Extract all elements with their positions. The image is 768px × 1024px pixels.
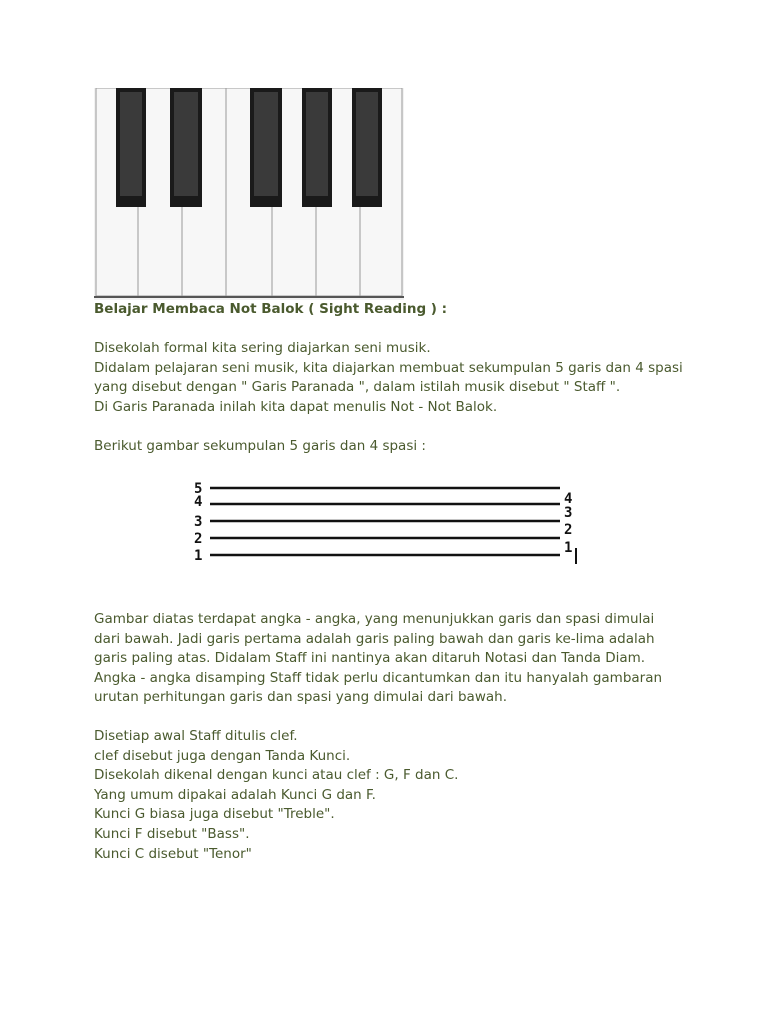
explanation-paragraph: Gambar diatas terdapat angka - angka, yang menunjukkan garis dan spasi dimulai dari bawah. Jadi garis pertama adalah garis paling bawah dan garis ke-lima adalah garis paling atas. Didalam Staff ini nantinya akan ditaruh Notasi dan Tanda Diam. Angka - angka disamping Staff tidak perlu dicantumkan dan itu hanyalah gambaran urutan perhitungan garis dan spasi yang dimulai dari bawah.: [94, 611, 663, 706]
page-title: Belajar Membaca Not Balok ( Sight Reading ) :: [94, 301, 448, 317]
space-number-3: 3: [564, 505, 573, 521]
piano-keys-image: [94, 88, 404, 300]
clef-line: Kunci C disebut "Tenor": [94, 845, 252, 862]
staff-caption: Berikut gambar sekumpulan 5 garis dan 4 spasi :: [94, 438, 426, 454]
clef-paragraph: [94, 727, 458, 864]
line-number-2: 2: [194, 531, 203, 547]
clef-line: Disetiap awal Staff ditulis clef.: [94, 728, 298, 744]
clef-line: Kunci G biasa juga disebut "Treble".: [94, 806, 335, 823]
clef-line: Yang umum dipakai adalah Kunci G dan F.: [94, 786, 376, 803]
staff-lines: [210, 488, 560, 555]
space-number-1: 1: [564, 540, 573, 556]
intro-line: Di Garis Paranada inilah kita dapat menulis Not - Not Balok.: [94, 398, 498, 415]
clef-line: Disekolah dikenal dengan kunci atau clef : G, F dan C.: [94, 767, 459, 784]
clef-line: clef disebut juga dengan Tanda Kunci.: [94, 747, 351, 764]
line-number-5: 5: [194, 481, 203, 497]
line-number-3: 3: [194, 514, 203, 530]
line-number-4: 4: [194, 494, 203, 510]
space-number-4: 4: [564, 491, 573, 507]
intro-line: Didalam pelajaran seni musik, kita diajarkan membuat sekumpulan 5 garis dan 4 spasi yang disebut dengan " Garis Paranada ", dalam istilah musik disebut " Staff ".: [94, 359, 683, 396]
intro-line: Disekolah formal kita sering diajarkan seni musik.: [94, 340, 431, 356]
space-number-2: 2: [564, 522, 573, 538]
line-number-1: 1: [194, 548, 203, 564]
intro-paragraph: [94, 339, 694, 417]
staff-figure: [188, 476, 580, 568]
clef-line: Kunci F disebut "Bass".: [94, 825, 250, 842]
